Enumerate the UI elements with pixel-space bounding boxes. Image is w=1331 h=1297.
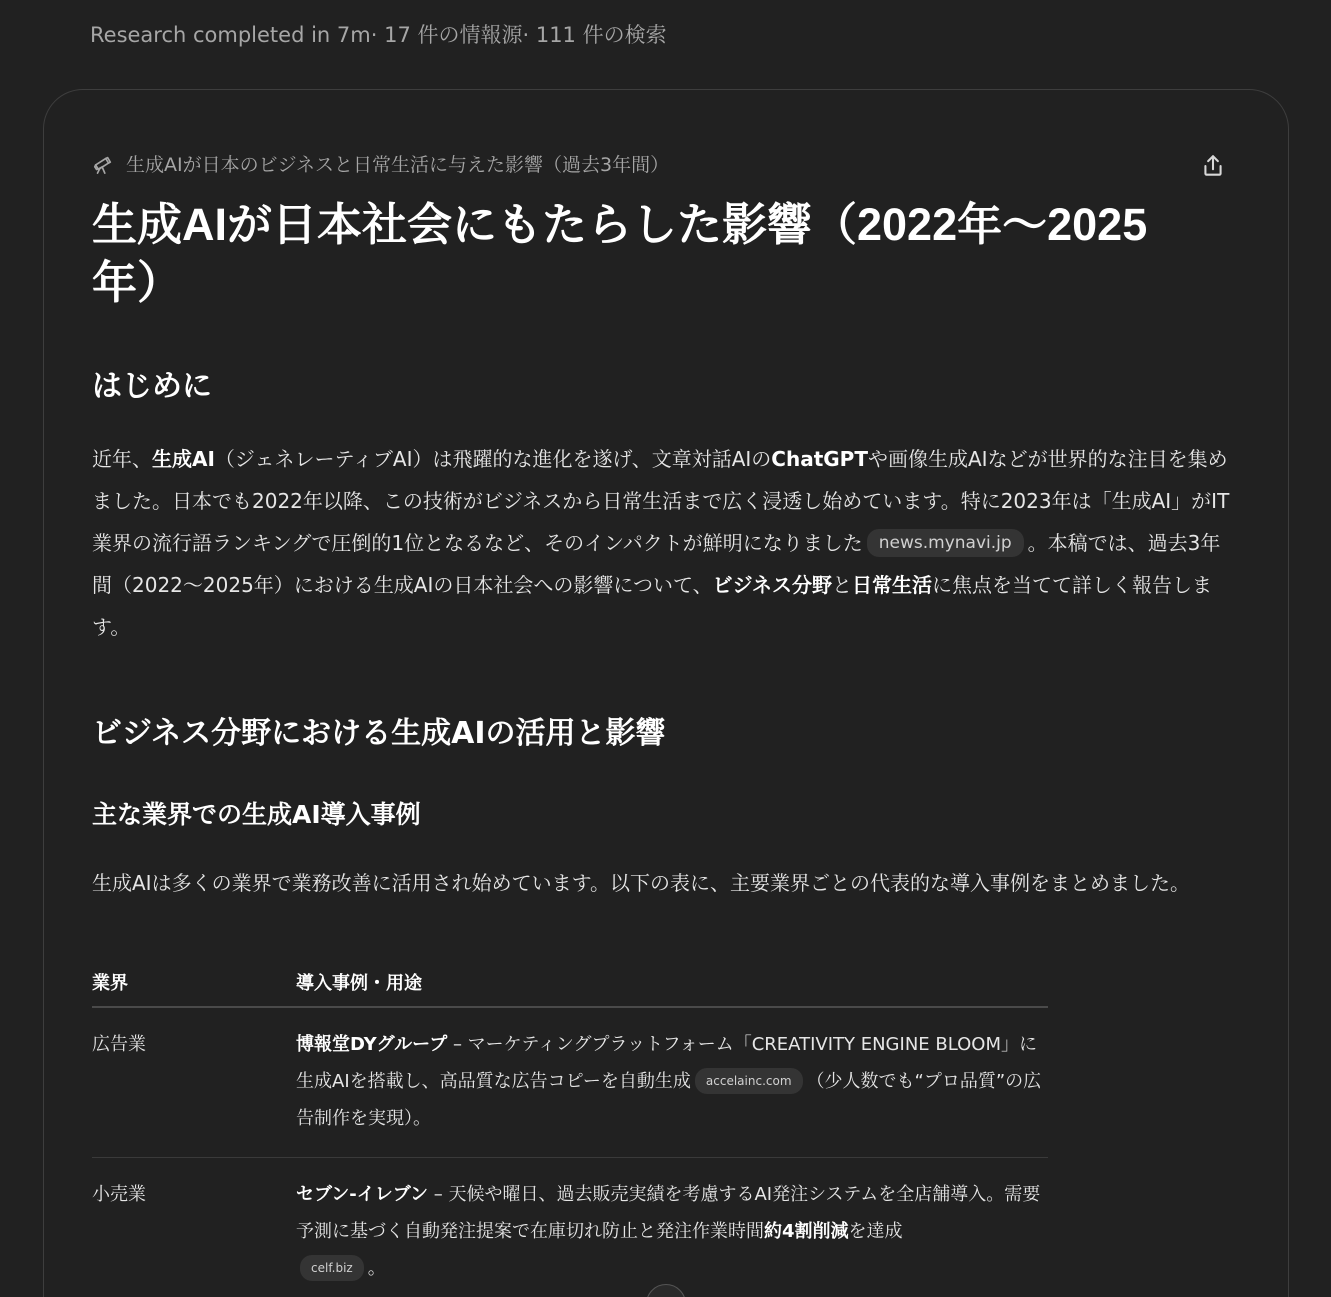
share-button[interactable]	[1197, 150, 1229, 182]
section-heading-business: ビジネス分野における生成AIの活用と影響	[92, 716, 666, 751]
industry-table	[92, 960, 1048, 1297]
subsection-heading: 主な業界での生成AI導入事例	[92, 800, 421, 829]
telescope-icon	[92, 153, 114, 175]
text-span: と	[831, 573, 852, 597]
industry-cell: 広告業	[92, 1007, 296, 1158]
column-header-usecase: 導入事例・用途	[296, 960, 1048, 1007]
text-span: に焦点を当てて詳しく報告します。	[92, 573, 1212, 639]
usecase-cell	[296, 1007, 1048, 1158]
source-chip[interactable]: news.mynavi.jp	[867, 529, 1024, 557]
share-icon	[1200, 153, 1226, 179]
section-heading-intro: はじめに	[92, 369, 212, 404]
company-name: セブン-イレブン	[296, 1184, 429, 1205]
business-lead-paragraph: 生成AIは多くの業界で業務改善に活用され始めています。以下の表に、主要業界ごとの代表的な導入事例をまとめました。	[92, 871, 1190, 895]
industry-cell: 小売業	[92, 1158, 296, 1297]
bold-text: ビジネス分野	[712, 573, 832, 597]
column-header-industry: 業界	[92, 960, 296, 1007]
text-span: – マーケティングプラットフォーム「CREATIVITY ENGINE BLOOM」に生成AIを搭載し、高品質な広告コピーを自動生成	[296, 1034, 1037, 1092]
table-row	[92, 1158, 1048, 1297]
text-span: （少人数でも“プロ品質”の広告制作を実現）。	[296, 1071, 1042, 1129]
usecase-cell	[296, 1158, 1048, 1297]
bold-text: 日常生活	[851, 573, 932, 597]
intro-paragraph	[92, 438, 1240, 648]
text-span: 近年、	[92, 447, 152, 471]
report-title: 生成AIが日本社会にもたらした影響（2022年～2025年）	[92, 199, 1148, 308]
text-span: を達成	[848, 1221, 903, 1242]
bold-text: 生成AI	[152, 447, 215, 471]
text-span: – 天候や曜日、過去販売実績を考慮するAI発注システムを全店舗導入。需要予測に基づく自動発注提案で在庫切れ防止と発注作業時間	[296, 1184, 1041, 1242]
company-name: 博報堂DYグループ	[296, 1034, 448, 1055]
source-chip[interactable]: accelainc.com	[695, 1068, 803, 1094]
research-status: Research completed in 7m· 17 件の情報源· 111 件の検索	[90, 23, 667, 47]
table-row	[92, 1007, 1048, 1158]
report-breadcrumb	[92, 150, 669, 177]
text-span: 。	[367, 1258, 386, 1279]
text-span: 。本稿では、過去3年間（2022～2025年）における生成AIの日本社会への影響について、	[92, 531, 1221, 597]
text-span: （ジェネレーティブAI）は飛躍的な進化を遂げ、文章対話AIの	[214, 447, 772, 471]
text-span: や画像生成AIなどが世界的な注目を集めました。日本でも2022年以降、この技術がビジネスから日常生活まで広く浸透し始めています。特に2023年は「生成AI」がIT業界の流行語ランキングで圧倒的1位となるなど、そのインパクトが鮮明になりました	[92, 447, 1230, 555]
report-query: 生成AIが日本のビジネスと日常生活に与えた影響（過去3年間）	[126, 154, 670, 176]
table-header-row	[92, 960, 1048, 1007]
bold-text: ChatGPT	[771, 447, 868, 471]
source-chip[interactable]: celf.biz	[300, 1255, 364, 1281]
bold-text: 約4割削減	[764, 1221, 849, 1242]
